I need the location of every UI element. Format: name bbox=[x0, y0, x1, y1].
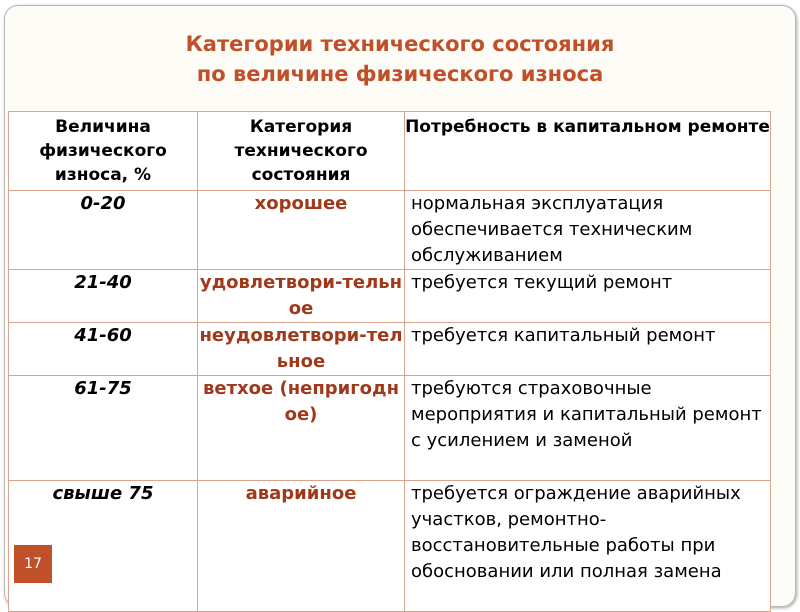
condition-category: хорошее bbox=[198, 191, 405, 270]
wear-range: 61-75 bbox=[9, 376, 198, 481]
page-number-badge: 17 bbox=[14, 545, 52, 583]
title-line-2: по величине физического износа bbox=[196, 62, 604, 86]
repair-need: нормальная эксплуатация обеспечивается техническим обслуживанием bbox=[405, 191, 771, 270]
table-row bbox=[9, 270, 771, 323]
table-header-row bbox=[9, 112, 771, 191]
wear-range: 0-20 bbox=[9, 191, 198, 270]
table-row bbox=[9, 323, 771, 376]
header-category: Категория технического состояния bbox=[198, 112, 405, 191]
condition-category: удовлетвори-тельное bbox=[198, 270, 405, 323]
repair-need: требуется капитальный ремонт bbox=[405, 323, 771, 376]
table-row bbox=[9, 376, 771, 481]
wear-categories-table bbox=[8, 111, 770, 612]
header-repair-need: Потребность в капитальном ремонте bbox=[405, 112, 771, 191]
wear-range: свыше 75 bbox=[9, 481, 198, 612]
wear-range: 41-60 bbox=[9, 323, 198, 376]
condition-category: ветхое (непригодное) bbox=[198, 376, 405, 481]
repair-need: требуется ограждение аварийных участков, ремонтно-восстановительные работы при обосновании или полная замена bbox=[405, 481, 771, 612]
condition-category: неудовлетвори-тельное bbox=[198, 323, 405, 376]
repair-need: требуются страховочные мероприятия и капитальный ремонт с усилением и заменой bbox=[405, 376, 771, 481]
wear-range: 21-40 bbox=[9, 270, 198, 323]
slide-title bbox=[0, 29, 800, 89]
repair-need: требуется текущий ремонт bbox=[405, 270, 771, 323]
table-row bbox=[9, 191, 771, 270]
condition-category: аварийное bbox=[198, 481, 405, 612]
table-row bbox=[9, 481, 771, 612]
header-wear-percent: Величина физического износа, % bbox=[9, 112, 198, 191]
title-line-1: Категории технического состояния bbox=[185, 32, 615, 56]
